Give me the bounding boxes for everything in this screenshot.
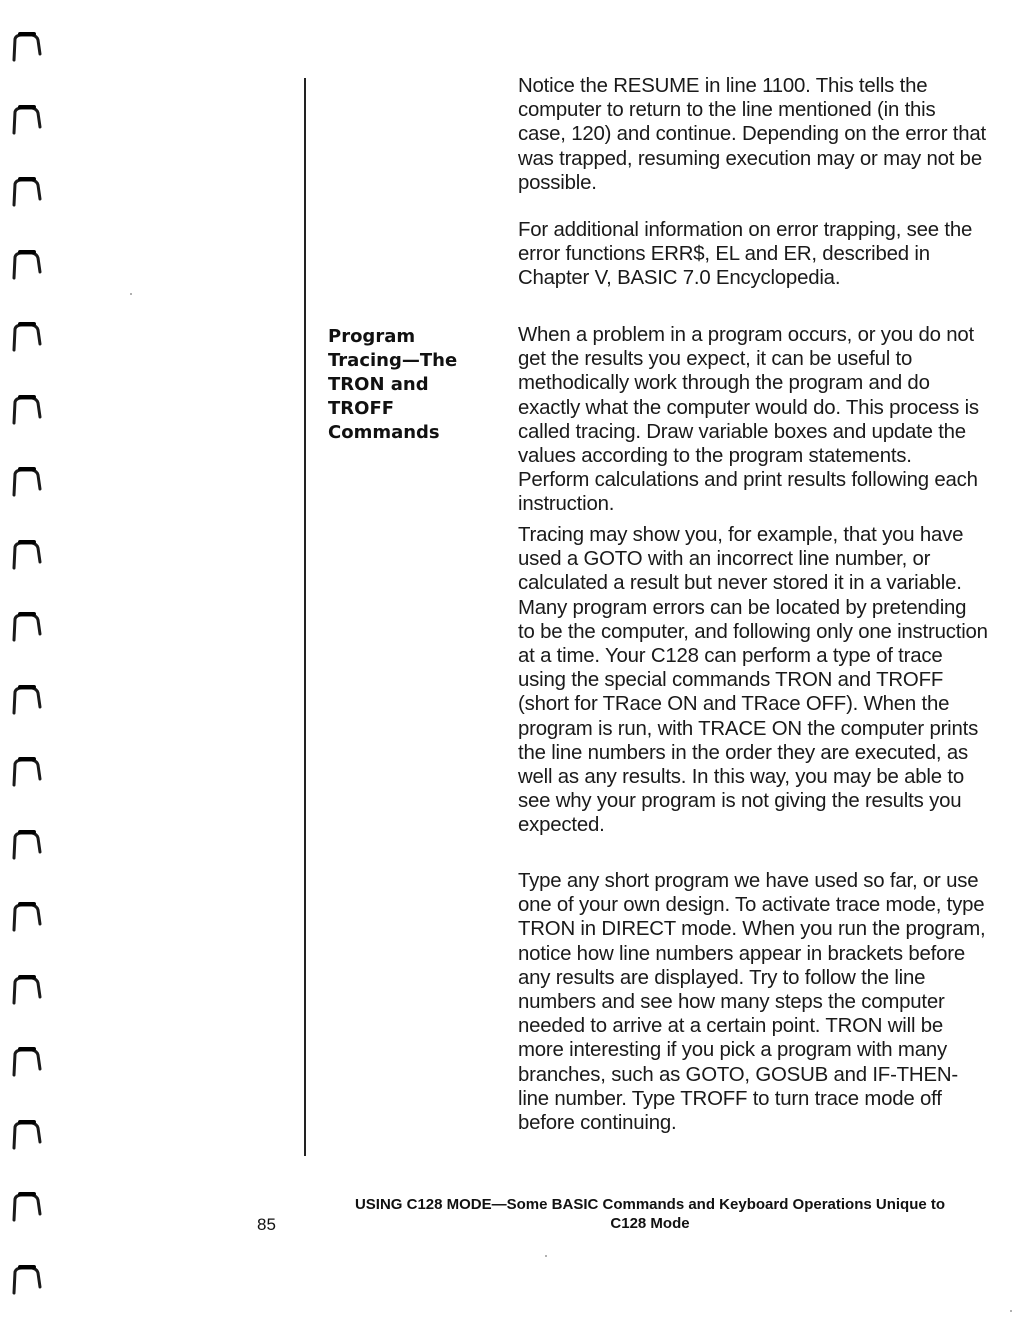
additional-info-paragraph: For additional information on error trapping, see the error functions ERR$, EL and ER, described in Chapter V, BASIC 7.0 Encyclopedia. — [518, 219, 973, 290]
spiral-binding-ring-icon — [10, 1263, 50, 1305]
section-heading-line-2: Tracing—The — [328, 350, 458, 371]
spiral-binding-ring-icon — [10, 320, 50, 362]
spiral-binding-ring-icon — [10, 393, 50, 435]
section-heading-line-1: Program — [328, 326, 416, 347]
spiral-binding-ring-icon — [10, 683, 50, 725]
tracing-intro-paragraph: When a problem in a program occurs, or you do not get the results you expect, it can be useful to methodically work through the program and do exactly what the computer would do. This process is called tracing. Draw variable boxes and update the values according to the program statements. Perform calculations and print results following each instruction. — [518, 324, 979, 516]
scan-speck — [545, 1255, 547, 1257]
spiral-binding-ring-icon — [10, 538, 50, 580]
spiral-binding-ring-icon — [10, 465, 50, 507]
footer-title-rest: Some BASIC Commands and Keyboard Operations Unique to — [506, 1196, 946, 1213]
footer-title-line-2: C128 Mode — [610, 1215, 690, 1232]
section-heading-line-3: TRON and — [328, 374, 429, 395]
spiral-binding-ring-icon — [10, 103, 50, 145]
spiral-binding-ring-icon — [10, 1118, 50, 1160]
section-heading-line-4: TROFF — [328, 398, 395, 419]
running-footer-title — [330, 1195, 970, 1233]
spiral-binding-ring-icon — [10, 828, 50, 870]
tracing-try-paragraph: Type any short program we have used so far, or use one of your own design. To activate trace mode, type TRON in DIRECT mode. When you run the program, notice how line numbers appear in brackets before any results are displayed. Try to follow the line numbers and see how many steps the computer needed to arrive at a certain point. TRON will be more interesting if you pick a program with many branches, such as GOTO, GOSUB and IF-THEN-line number. Type TROFF to turn trace mode off before continuing. — [518, 870, 986, 1135]
footer-title-lead: USING C128 MODE— — [354, 1196, 507, 1213]
scan-speck — [1010, 1310, 1012, 1312]
section-heading — [328, 325, 498, 445]
spiral-binding — [10, 0, 50, 1327]
spiral-binding-ring-icon — [10, 900, 50, 942]
spiral-binding-ring-icon — [10, 1190, 50, 1232]
spiral-binding-ring-icon — [10, 755, 50, 797]
spiral-binding-ring-icon — [10, 610, 50, 652]
spiral-binding-ring-icon — [10, 973, 50, 1015]
section-heading-line-5: Commands — [328, 422, 440, 443]
resume-note-paragraph: Notice the RESUME in line 1100. This tells the computer to return to the line mentioned (in this case, 120) and continue. Depending on the error that was trapped, resuming execution may or may not be possible. — [518, 75, 986, 194]
spiral-binding-ring-icon — [10, 30, 50, 72]
spiral-binding-ring-icon — [10, 248, 50, 290]
tracing-detail-paragraph: Tracing may show you, for example, that you have used a GOTO with an incorrect line number, or calculated a result but never stored it in a variable. Many program errors can be located by pretending to be the computer, and following only one instruction at a time. Your C128 can perform a type of trace using the special commands TRON and TROFF (short for TRace ON and TRace OFF). When the program is run, with TRACE ON the computer prints the line numbers in the order they are executed, as well as any results. In this way, you may be able to see why your program is not giving the results you expected. — [518, 524, 988, 837]
scan-speck — [130, 293, 132, 295]
spiral-binding-ring-icon — [10, 175, 50, 217]
spiral-binding-ring-icon — [10, 1045, 50, 1087]
page-number: 85 — [257, 1215, 276, 1234]
column-divider-rule — [304, 78, 306, 1156]
